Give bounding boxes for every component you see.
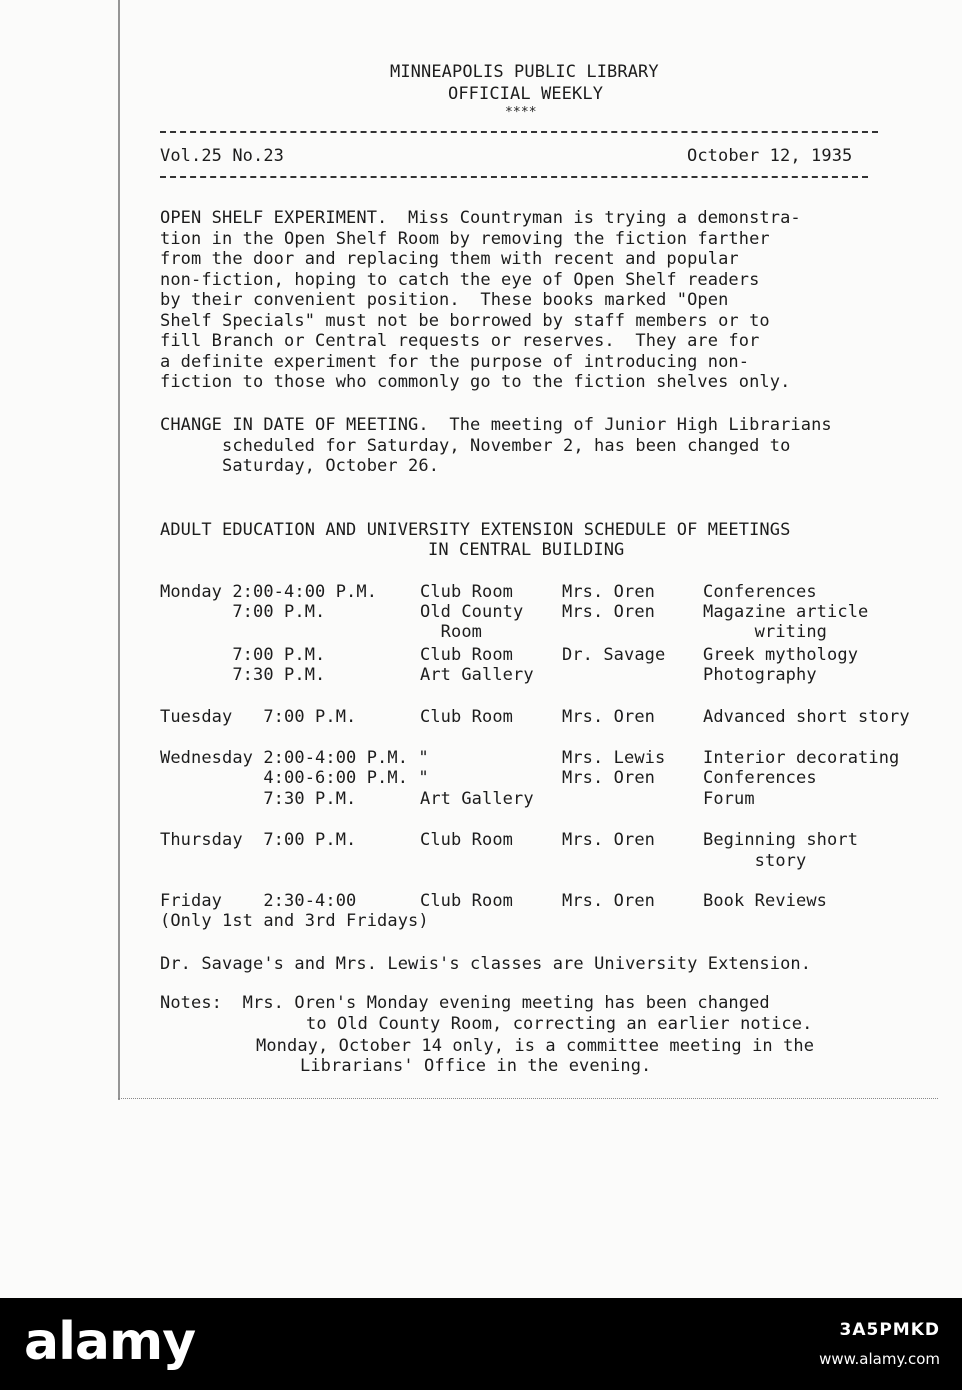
schedule-room: Club Room	[420, 830, 514, 850]
schedule-day: Wednesday 2:00-4:00 P.M. "	[160, 748, 429, 768]
extension-note: Dr. Savage's and Mrs. Lewis's classes are University Extension.	[160, 954, 812, 974]
open-shelf-line: fiction to those who commonly go to the fiction shelves only.	[160, 372, 791, 392]
schedule-leader: Mrs. Lewis	[562, 748, 666, 768]
schedule-leader: Dr. Savage	[562, 645, 666, 665]
alamy-logo: alamy	[24, 1312, 196, 1372]
open-shelf-line: non-fiction, hoping to catch the eye of Open Shelf readers	[160, 270, 760, 290]
watermark-banner	[0, 1298, 962, 1390]
change-date-line: Saturday, October 26.	[222, 456, 440, 476]
schedule-subject: Photography	[703, 665, 817, 685]
schedule-room: Old County	[420, 602, 524, 622]
open-shelf-line: fill Branch or Central requests or reserves. They are for	[160, 331, 760, 351]
schedule-room: Art Gallery	[420, 665, 534, 685]
schedule-leader: Mrs. Oren	[562, 602, 656, 622]
schedule-title: ADULT EDUCATION AND UNIVERSITY EXTENSION SCHEDULE OF MEETINGS	[160, 520, 791, 540]
open-shelf-line: from the door and replacing them with recent and popular	[160, 249, 739, 269]
schedule-subject: Interior decorating	[703, 748, 900, 768]
notes-line: Monday, October 14 only, is a committee meeting in the	[256, 1036, 815, 1056]
schedule-day: 7:30 P.M.	[160, 789, 357, 809]
schedule-day: 4:00-6:00 P.M. "	[160, 768, 429, 788]
issue-date: October 12, 1935	[687, 146, 853, 166]
open-shelf-line: tion in the Open Shelf Room by removing the fiction farther	[160, 229, 770, 249]
schedule-day: (Only 1st and 3rd Fridays)	[160, 911, 429, 931]
schedule-day: Tuesday 7:00 P.M.	[160, 707, 357, 727]
header-title: MINNEAPOLIS PUBLIC LIBRARY	[390, 62, 659, 82]
page-bottom-rule	[118, 1098, 938, 1099]
schedule-room: Room	[420, 622, 483, 642]
schedule-day: 7:00 P.M.	[160, 602, 326, 622]
volume-number: Vol.25 No.23	[160, 146, 285, 166]
header-ornament: ****	[505, 105, 537, 120]
open-shelf-line: OPEN SHELF EXPERIMENT. Miss Countryman is trying a demonstra-	[160, 208, 801, 228]
schedule-leader: Mrs. Oren	[562, 891, 656, 911]
notes-line: to Old County Room, correcting an earlier notice.	[306, 1014, 813, 1034]
schedule-day: Monday 2:00-4:00 P.M.	[160, 582, 378, 602]
schedule-subject: Conferences	[703, 768, 817, 788]
watermark-url: www.alamy.com	[819, 1350, 940, 1368]
schedule-leader: Mrs. Oren	[562, 768, 656, 788]
change-date-line: scheduled for Saturday, November 2, has been changed to	[222, 436, 791, 456]
header-subtitle: OFFICIAL WEEKLY	[448, 84, 604, 104]
schedule-leader: Mrs. Oren	[562, 707, 656, 727]
schedule-subject: Advanced short story	[703, 707, 910, 727]
schedule-room: Art Gallery	[420, 789, 534, 809]
schedule-day: Friday 2:30-4:00	[160, 891, 357, 911]
rule-top	[160, 131, 878, 133]
open-shelf-line: by their convenient position. These books marked "Open	[160, 290, 729, 310]
notes-line: Librarians' Office in the evening.	[300, 1056, 652, 1076]
schedule-room: Club Room	[420, 891, 514, 911]
rule-bottom	[160, 176, 868, 178]
schedule-leader: Mrs. Oren	[562, 582, 656, 602]
schedule-leader: Mrs. Oren	[562, 830, 656, 850]
schedule-subject: Forum	[703, 789, 755, 809]
schedule-day: Thursday 7:00 P.M.	[160, 830, 357, 850]
schedule-subject: Beginning short	[703, 830, 859, 850]
open-shelf-line: Shelf Specials" must not be borrowed by staff members or to	[160, 311, 770, 331]
schedule-room: Club Room	[420, 707, 514, 727]
schedule-subject: writing	[703, 622, 828, 642]
schedule-subject: story	[703, 851, 807, 871]
schedule-subject: Conferences	[703, 582, 817, 602]
schedule-room: Club Room	[420, 582, 514, 602]
schedule-room: Club Room	[420, 645, 514, 665]
image-id: 3A5PMKD	[839, 1320, 940, 1340]
notes-line: Notes: Mrs. Oren's Monday evening meeting has been changed	[160, 993, 770, 1013]
change-date-line: CHANGE IN DATE OF MEETING. The meeting of Junior High Librarians	[160, 415, 832, 435]
margin-line	[118, 0, 120, 1100]
open-shelf-line: a definite experiment for the purpose of introducing non-	[160, 352, 750, 372]
schedule-subject: Magazine article	[703, 602, 869, 622]
schedule-day: 7:00 P.M.	[160, 645, 326, 665]
schedule-day: 7:30 P.M.	[160, 665, 326, 685]
schedule-subtitle: IN CENTRAL BUILDING	[428, 540, 625, 560]
schedule-subject: Book Reviews	[703, 891, 828, 911]
schedule-subject: Greek mythology	[703, 645, 859, 665]
